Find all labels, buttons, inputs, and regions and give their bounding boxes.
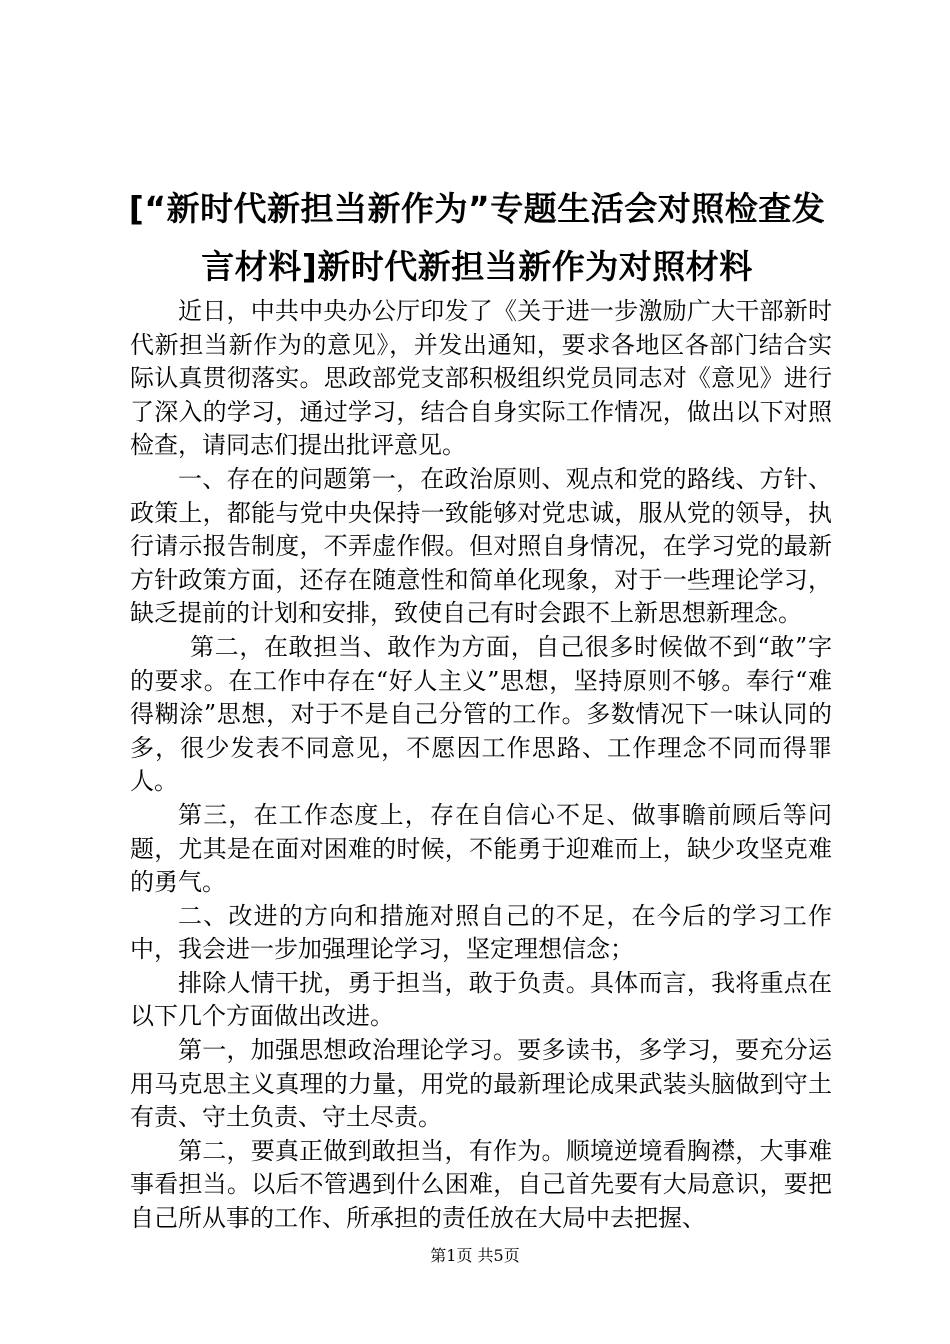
paragraph-problem-2: 第二，在敢担当、敢作为方面，自己很多时候做不到“敢”字的要求。在工作中存在“好人主义”思想，坚持原则不够。奉行“难得糊涂”思想，对于不是自己分管的工作。多数情况下一味认同的多，很少发表不同意见，不愿因工作思路、工作理念不同而得罪人。 xyxy=(130,632,832,796)
document-body xyxy=(130,295,832,1236)
paragraph-improvement-focus: 排除人情干扰，勇于担当，敢于负责。具体而言，我将重点在以下几个方面做出改进。 xyxy=(130,968,832,1031)
paragraph-improvement-intro: 二、改进的方向和措施对照自己的不足，在今后的学习工作中，我会进一步加强理论学习，坚定理想信念； xyxy=(130,901,832,964)
paragraph-intro: 近日，中共中央办公厅印发了《关于进一步激励广大干部新时代新担当新作为的意见》，并发出通知，要求各地区各部门结合实际认真贯彻落实。思政部党支部积极组织党员同志对《意见》进行了深入的学习，通过学习，结合自身实际工作情况，做出以下对照检查，请同志们提出批评意见。 xyxy=(130,297,832,460)
page-footer: 第1页 共5页 xyxy=(430,1246,520,1265)
paragraph-problem-1: 一、存在的问题第一，在政治原则、观点和党的路线、方针、政策上，都能与党中央保持一致能够对党忠诚，服从党的领导，执行请示报告制度，不弄虚作假。但对照自身情况，在学习党的最新方针政策方面，还存在随意性和简单化现象，对于一些理论学习，缺乏提前的计划和安排，致使自己有时会跟不上新思想新理念。 xyxy=(130,464,832,628)
paragraph-improvement-1: 第一，加强思想政治理论学习。要多读书，多学习，要充分运用马克思主义真理的力量，用党的最新理论成果武装头脑做到守土有责、守土负责、守土尽责。 xyxy=(130,1036,832,1132)
paragraph-improvement-2: 第二，要真正做到敢担当，有作为。顺境逆境看胸襟，大事难事看担当。以后不管遇到什么困难，自己首先要有大局意识，要把自己所从事的工作、所承担的责任放在大局中去把握、 xyxy=(130,1136,832,1233)
paragraph-problem-3: 第三，在工作态度上，存在自信心不足、做事瞻前顾后等问题，尤其是在面对困难的时候，不能勇于迎难而上，缺少攻坚克难的勇气。 xyxy=(130,800,832,897)
document-title: [“新时代新担当新作为”专题生活会对照检查发言材料]新时代新担当新作为对照材料 xyxy=(128,189,826,286)
